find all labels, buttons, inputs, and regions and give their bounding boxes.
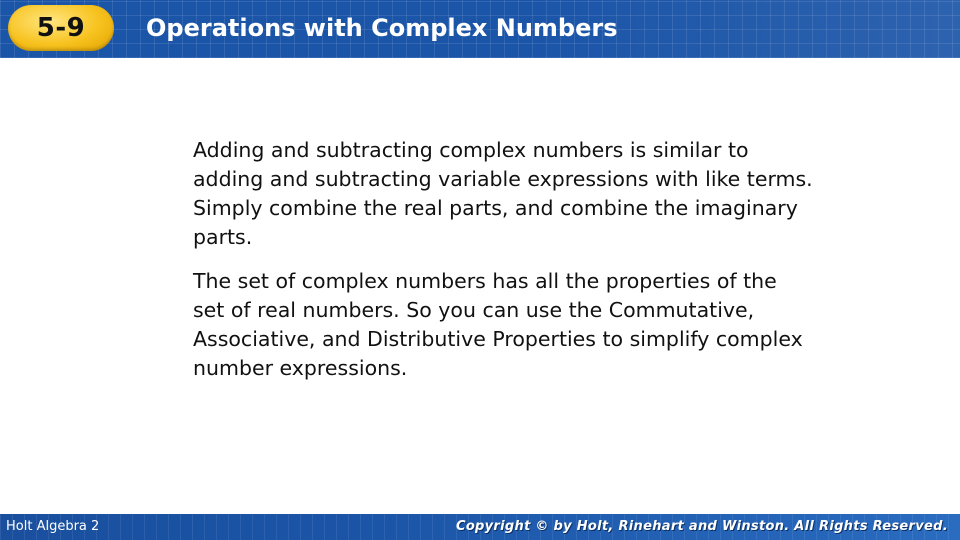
copyright-notice: Copyright © by Holt, Rinehart and Winston. All Rights Reserved. [455, 519, 948, 534]
paragraph-2: The set of complex numbers has all the properties of the set of real numbers. So you can use the Commutative, Associative, and Distributive Properties to simplify complex number expressions. [193, 269, 803, 380]
course-name: Holt Algebra 2 [6, 519, 100, 534]
slide-title: Operations with Complex Numbers [146, 14, 618, 42]
lesson-number: 5-9 [36, 13, 86, 43]
slide-content [193, 136, 813, 398]
header-bar [0, 0, 960, 58]
lesson-badge [8, 5, 114, 51]
paragraph-1: Adding and subtracting complex numbers is similar to adding and subtracting variable expressions with like terms. Simply combine the real parts, and combine the imaginary parts. [193, 138, 813, 249]
footer-bar [0, 514, 960, 540]
